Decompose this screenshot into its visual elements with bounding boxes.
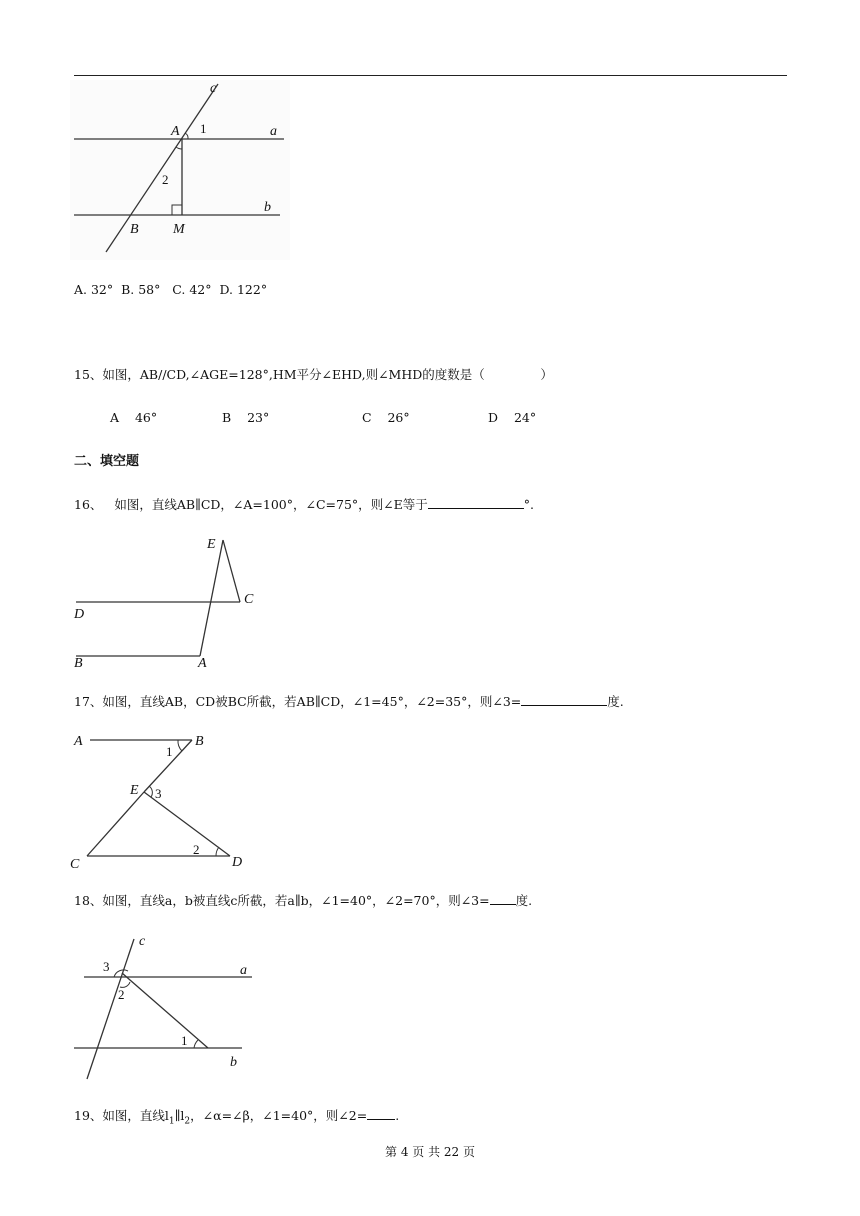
q18-angle-2: 2 (118, 987, 125, 1002)
q15-option-b: B 23° (222, 410, 270, 425)
q17-stem: 17、如图，直线AB，CD被BC所截，若AB∥CD，∠1=45°，∠2=35°，则∠3= 度. (74, 694, 624, 709)
q18-angle-1: 1 (181, 1033, 188, 1048)
q16-label-D: D (74, 607, 85, 622)
q14-label-M: M (173, 222, 185, 237)
q19-answer-blank[interactable] (367, 1107, 395, 1120)
q19-stem: 19、如图，直线$l_1\parallel l_2$，∠α=∠β，∠1=40°，则∠2= . (74, 1108, 400, 1127)
q15-option-a: A 46° (110, 410, 158, 425)
q17-label-E: E (130, 783, 139, 798)
q18-stem: 18、如图，直线a，b被直线c所截，若a∥b，∠1=40°，∠2=70°，则∠3= 度. (74, 893, 533, 908)
header-rule (74, 75, 787, 76)
q16-label-C: C (244, 592, 254, 607)
q16-label-B: B (74, 656, 83, 670)
q14-label-A: A (171, 124, 180, 139)
q18-label-a: a (240, 963, 247, 978)
q14-angle-2: 2 (162, 172, 169, 187)
q17-label-D: D (232, 855, 243, 870)
q17-answer-blank[interactable] (521, 693, 607, 706)
page-footer: 第 4 页 共 22 页 (385, 1145, 475, 1159)
q16-figure (70, 530, 260, 670)
q16-stem: 16、 如图，直线AB∥CD，∠A=100°，∠C=75°，则∠E等于 °. (74, 497, 534, 512)
q15-stem: 15、如图，AB//CD,∠AGE=128°,HM平分∠EHD,则∠MHD的度数是（ ） (74, 367, 553, 382)
q14-options: A. 32° B. 58° C. 42° D. 122° (74, 282, 268, 297)
q16-answer-blank[interactable] (428, 496, 524, 509)
q17-angle-1: 1 (166, 744, 173, 759)
q17-angle-3: 3 (155, 786, 162, 801)
q16-label-A: A (198, 656, 207, 670)
q18-label-b: b (230, 1055, 237, 1070)
q14-figure (70, 80, 290, 260)
q18-angle-3: 3 (103, 959, 110, 974)
q15-option-d: D 24° (488, 410, 537, 425)
q14-label-a: a (270, 124, 277, 139)
section-title: 二、填空题 (74, 454, 140, 469)
q14-label-c: c (210, 81, 217, 96)
q18-answer-blank[interactable] (490, 892, 516, 905)
q17-label-C: C (70, 857, 80, 872)
q14-label-b: b (264, 200, 271, 215)
q17-label-A: A (74, 734, 83, 749)
q17-label-B: B (195, 734, 204, 749)
q15-option-c: C 26° (362, 410, 410, 425)
q14-label-B: B (130, 222, 139, 237)
q17-angle-2: 2 (193, 842, 200, 857)
q18-label-c: c (139, 934, 146, 949)
q16-label-E: E (207, 537, 216, 552)
q14-angle-1: 1 (200, 121, 207, 136)
q17-figure (70, 728, 250, 873)
q18-figure (70, 933, 270, 1083)
